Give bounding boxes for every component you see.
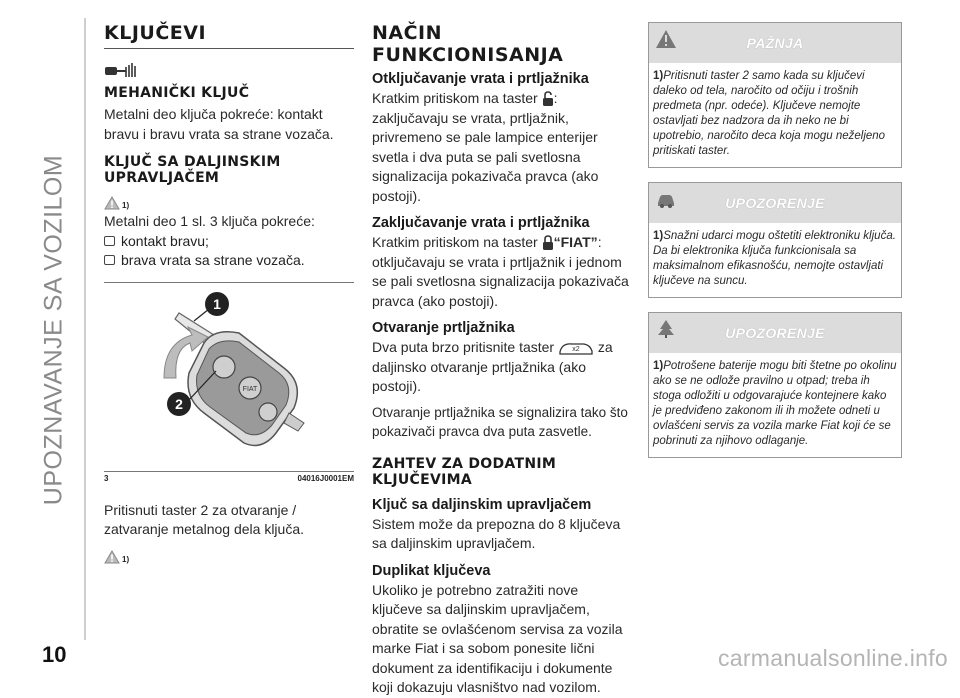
figure-code: 04016J0001EM [297, 473, 354, 483]
notice-header [649, 183, 901, 223]
text-mechanical-key: Metalni deo ključa pokreće: kontakt bravu i bravu vrata sa strane vozača. [104, 106, 334, 142]
svg-text:2: 2 [175, 395, 183, 412]
car-caution-icon [655, 189, 677, 209]
side-section-title: UPOZNAVANJE SA VOZILOM [39, 154, 68, 506]
watermark: carmanualsonline.info [717, 645, 948, 671]
notice-text: 1)Potrošene baterije mogu biti štetne po okolinu ako se ne odlože pravilno u otpad; treba ih stoga odložiti u odgovarajuće kontejnere kako je predviđeno zakonom ili ih možete odneti u ovlašćeni servis za vozila marke Fiat koji će se pobrinuti za njihovo odlaganje. [653, 360, 897, 447]
svg-text:1: 1 [213, 295, 221, 312]
text-remote-key: Metalni deo 1 sl. 3 ključa pokreće: [104, 213, 315, 229]
page-number: 10 [42, 642, 67, 667]
figure-caption [104, 474, 354, 483]
section-title-keys: KLJUČEVI [104, 22, 354, 49]
trunk-double-press-icon [558, 340, 594, 356]
notice-box-caution-2 [648, 312, 902, 458]
note-reference: 1) [122, 201, 130, 210]
notice-title: UPOZORENJE [725, 195, 825, 211]
padlock-closed-icon [542, 235, 554, 251]
notice-text: 1)Pritisnuti taster 2 samo kada su ključevi daleko od tela, naročito od očiju i trošnih predmeta (npr. odeće). Ključeve nemojte ostavljati bez nadzora da ih neko ne bi upotrebio, naročito deca koja mogu neželjeno pritiskati taster. [653, 70, 886, 157]
heading-unlock: Otključavanje vrata i prtljažnika [372, 71, 589, 87]
notice-box-attention [648, 22, 902, 168]
text-key-remote: Sistem može da prepozna do 8 ključeva sa daljinskim upravljačem. [372, 515, 621, 551]
environment-tree-icon [655, 319, 677, 339]
heading-remote-key: KLJUČ SA DALJINSKIM UPRAVLJAČEM [104, 154, 281, 186]
heading-trunk: Otvaranje prtljažnika [372, 320, 515, 336]
notice-title: PAŽNJA [746, 35, 804, 51]
press-ref-row [104, 542, 354, 564]
column-keys [104, 22, 354, 566]
heading-lock: Zaključavanje vrata i prtljažnika [372, 215, 590, 231]
notice-title: UPOZORENJE [725, 325, 825, 341]
key-symbol-row [104, 57, 354, 79]
heading-duplicate-keys: Duplikat ključeva [372, 562, 491, 579]
figure-number: 3 [104, 473, 109, 483]
notice-box-caution-1 [648, 182, 902, 298]
bullet-icon [104, 255, 115, 265]
list-item: brava vrata sa strane vozača. [104, 251, 354, 270]
side-divider [84, 18, 86, 640]
column-notices [648, 22, 902, 472]
warning-triangle-icon [655, 29, 677, 49]
text-trunk: Dva puta brzo pritisnite taster x2 za daljinsko otvaranje prtljažnika (ako postoji). [372, 339, 613, 394]
list-item: kontakt bravu; [104, 232, 354, 251]
warning-triangle-icon [104, 196, 120, 210]
text-unlock: Kratkim pritiskom na taster : zaključavaju se vrata, prtljažnik, privremeno se pale lampice enterijer svetla i dva puta se pali svetlosna signalizacija pokazivača pravca (ako postoji). [372, 90, 599, 204]
notice-header [649, 313, 901, 353]
notice-header [649, 23, 901, 63]
text-duplicate-keys: Ukoliko je potrebno zatražiti nove ključeve sa daljinskim upravljačem, obratite se ovlašćenom servisa za vozila marke Fiat i sa sobom ponesite lični dokument za identifikaciju i dokumente koji dokazuju vlasništvo nad vozilom. [372, 581, 623, 695]
heading-extra-keys: ZAHTEV ZA DODATNIM KLJUČEVIMA [372, 455, 557, 488]
bullet-icon [104, 236, 115, 246]
callout-1 [204, 291, 230, 317]
column-operation [372, 22, 632, 698]
section-title-operation: NAČIN FUNKCIONISANJA [372, 22, 564, 66]
heading-mechanical-key: MEHANIČKI KLJUČ [104, 85, 250, 101]
text-trunk-note: Otvaranje prtljažnika se signalizira tako što pokazivači pravca dva puta zasvetle. [372, 404, 628, 439]
notice-text: 1)Snažni udarci mogu oštetiti elektroniku ključa. Da bi elektronika ključa funkcionisala sa maksimalnom efikasnošću, nemojte ostavljati ključeve na suncu. [653, 230, 896, 287]
svg-text:x2: x2 [572, 346, 580, 354]
svg-text:FIAT: FIAT [242, 385, 258, 393]
note-reference: 1) [122, 554, 130, 564]
key-icon [104, 61, 138, 79]
key-figure [104, 282, 354, 472]
remote-ref-row [104, 188, 354, 210]
text-press-button: Pritisnuti taster 2 za otvaranje / zatvaranje metalnog dela ključa. [104, 501, 305, 537]
heading-key-remote: Ključ sa daljinskim upravljačem [372, 496, 592, 513]
padlock-open-icon [542, 91, 554, 107]
warning-triangle-icon [104, 550, 120, 564]
callout-2 [166, 391, 192, 417]
text-lock: Kratkim pritiskom na taster “FIAT”: otključavaju se vrata i prtljažnik i jednom se pali svetlosna signalizacija pokazivača pravca (ako postoji). [372, 234, 629, 309]
